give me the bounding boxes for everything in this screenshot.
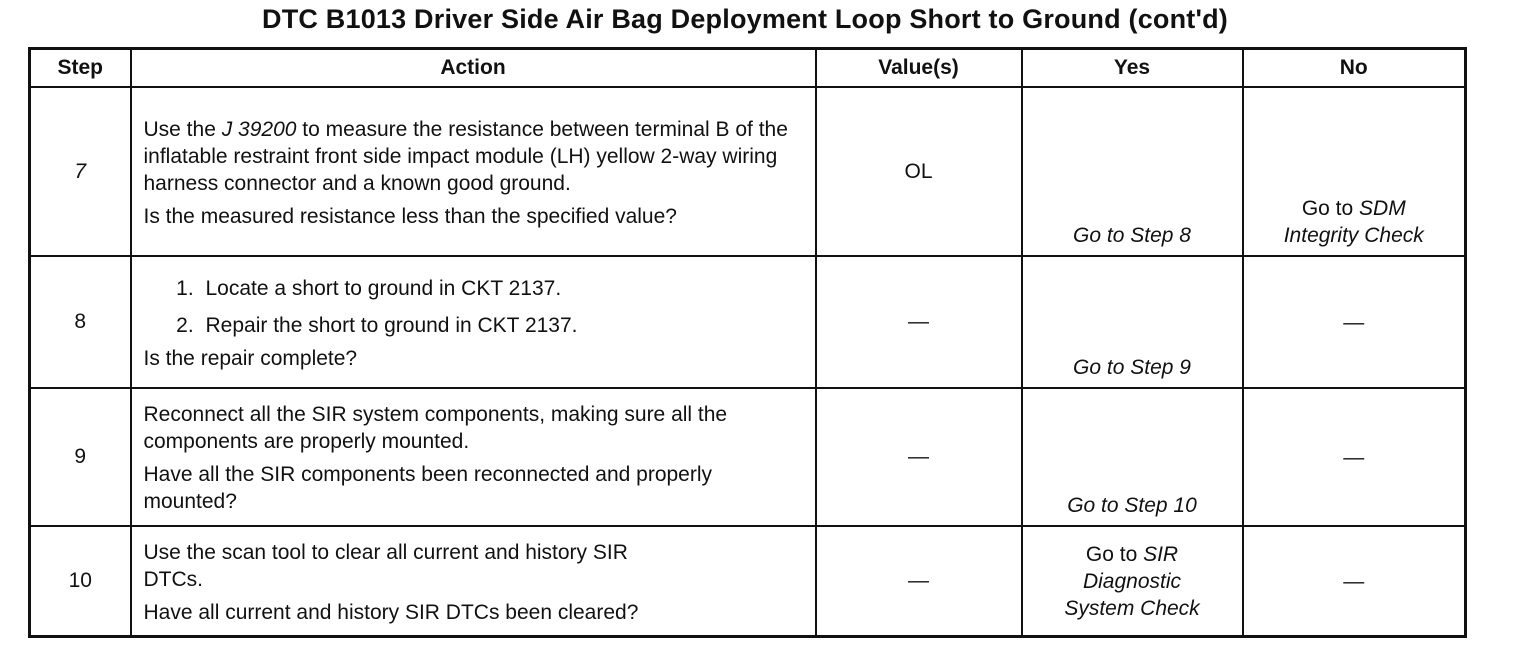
action-question: Is the repair complete? xyxy=(143,346,358,370)
header-values: Value(s) xyxy=(816,49,1022,88)
header-no: No xyxy=(1243,49,1466,88)
action-list xyxy=(144,275,805,339)
value-cell: — xyxy=(816,526,1022,637)
table-row xyxy=(30,526,1466,637)
action-cell xyxy=(131,87,816,256)
list-item: 2. Repair the short to ground in CKT 2137. xyxy=(200,312,805,339)
step-number: 10 xyxy=(30,526,131,637)
header-action: Action xyxy=(131,49,816,88)
value-cell: — xyxy=(816,256,1022,388)
yes-cell xyxy=(1022,256,1243,388)
table-row xyxy=(30,388,1466,526)
step-number: 7 xyxy=(30,87,131,256)
no-cell: — xyxy=(1243,388,1466,526)
table-row xyxy=(30,256,1466,388)
header-step: Step xyxy=(30,49,131,88)
diagnostic-table xyxy=(28,47,1467,638)
yes-cell[interactable] xyxy=(1022,526,1243,637)
yes-link[interactable]: Go to Step 8 xyxy=(1073,224,1191,247)
yes-cell xyxy=(1022,388,1243,526)
action-question: Have all current and history SIR DTCs been cleared? xyxy=(143,600,639,624)
tool-reference: J 39200 xyxy=(221,117,297,141)
yes-link-target-2: Diagnostic xyxy=(1082,569,1182,593)
no-link-target-2: Integrity Check xyxy=(1283,224,1424,247)
action-cell xyxy=(131,256,816,388)
step-number: 9 xyxy=(30,388,131,526)
action-text xyxy=(144,116,805,197)
value-cell: — xyxy=(816,388,1022,526)
no-link-prefix: Go to xyxy=(1301,197,1360,220)
header-yes: Yes xyxy=(1022,49,1243,88)
action-text-post: to measure the resistance between terminal B of the inflatable restraint front side impact module (LH) yellow 2-way wiring harness connector and a known good ground. xyxy=(143,117,788,195)
list-item: 1. Locate a short to ground in CKT 2137. xyxy=(200,275,805,302)
yes-link-prefix: Go to xyxy=(1085,542,1144,566)
no-link-target-1: SDM xyxy=(1359,197,1406,220)
no-cell: — xyxy=(1243,526,1466,637)
action-question: Is the measured resistance less than the specified value? xyxy=(143,204,677,228)
header-row xyxy=(30,49,1466,88)
no-link[interactable] xyxy=(1244,195,1465,249)
no-cell: — xyxy=(1243,256,1466,388)
action-text: Reconnect all the SIR system components, making sure all the components are properly mounted. xyxy=(143,403,728,453)
value-cell: OL xyxy=(816,87,1022,256)
table-row xyxy=(30,87,1466,256)
action-cell xyxy=(131,388,816,526)
action-text: Use the scan tool to clear all current and history SIR DTCs. xyxy=(143,540,628,591)
no-cell xyxy=(1243,87,1466,256)
yes-link[interactable]: Go to Step 10 xyxy=(1067,494,1197,517)
yes-link-target-1: SIR xyxy=(1143,542,1179,566)
yes-link-target-3: System Check xyxy=(1064,596,1200,620)
action-question: Have all the SIR components been reconnected and properly mounted? xyxy=(143,463,713,513)
page-title: DTC B1013 Driver Side Air Bag Deployment Loop Short to Ground (cont'd) xyxy=(262,4,1228,34)
action-text-pre: Use the xyxy=(143,117,222,141)
action-cell xyxy=(131,526,816,637)
yes-cell xyxy=(1022,87,1243,256)
yes-link[interactable]: Go to Step 9 xyxy=(1073,356,1191,379)
step-number: 8 xyxy=(30,256,131,388)
